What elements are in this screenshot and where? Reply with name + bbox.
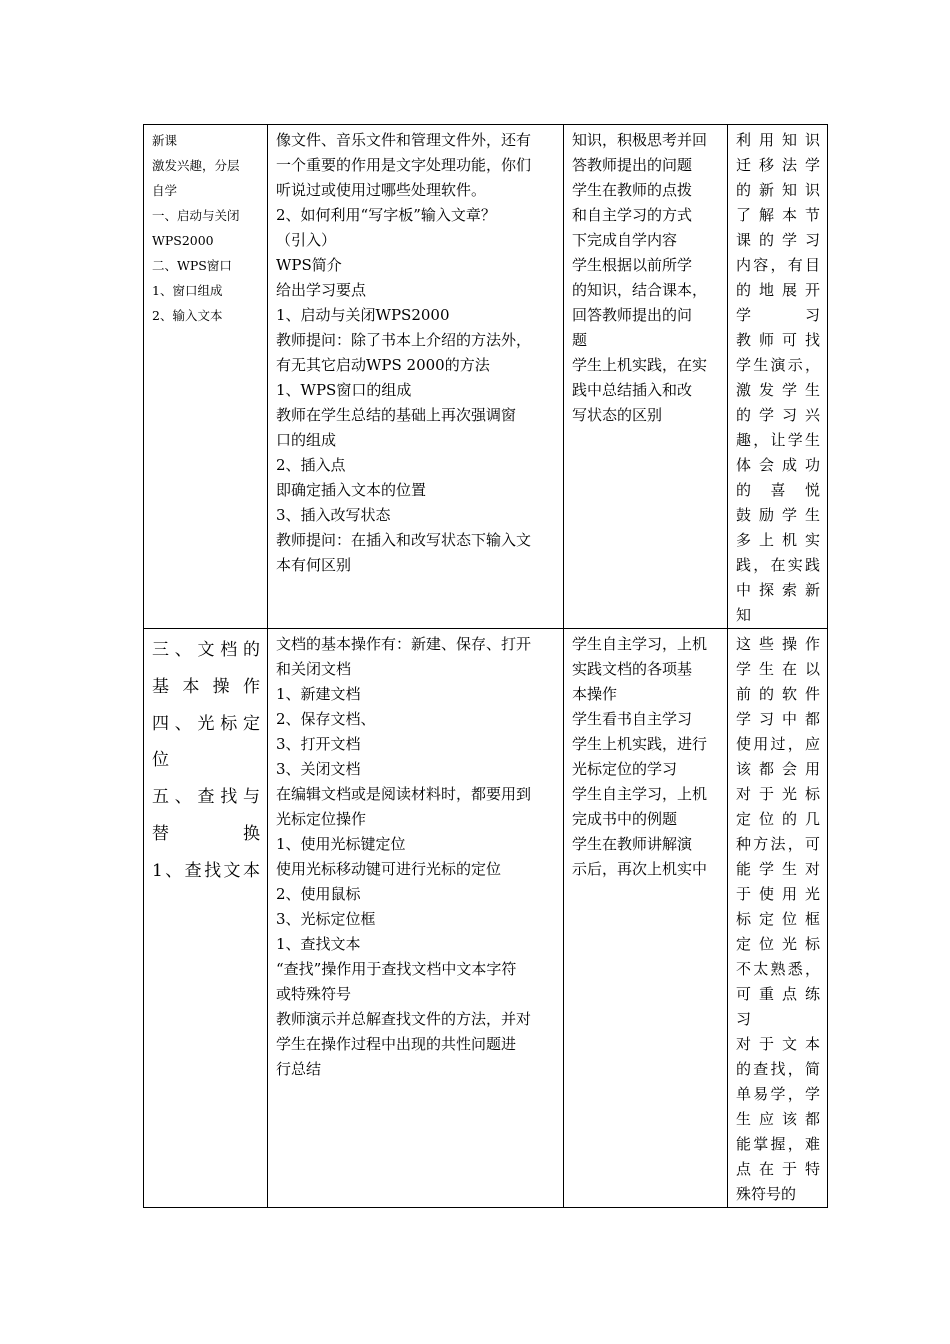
cell-line: 课的学习 [736, 231, 820, 249]
cell-line: 的学习兴 [736, 406, 820, 424]
cell-line: 体会成功 [736, 456, 820, 474]
cell-line: 2、如何利用“写字板”输入文章？ [276, 206, 496, 224]
cell-line: 利用知识 [736, 131, 820, 149]
cell-line: 该都会用 [736, 760, 820, 778]
cell-line: 单易学，学 [736, 1085, 820, 1103]
cell-line: 鼓励学生 [736, 506, 820, 524]
cell-line: 下完成自学内容 [572, 231, 678, 249]
cell-line: 二、WPS窗口 [152, 258, 232, 273]
cell-line: 定位的几 [736, 810, 820, 828]
cell-line: 教师提问：除了书本上介绍的方法外， [276, 331, 532, 349]
cell-line: 听说过或使用过哪些处理软件。 [276, 181, 487, 199]
cell-line: 生应该都 [736, 1110, 820, 1128]
cell-line: 学生演示， [736, 356, 820, 374]
cell-line: 光标定位的学习 [572, 760, 678, 778]
cell-line: 有无其它启动WPS 2000的方法 [276, 356, 490, 374]
cell-line: 学生上机实践，进行 [572, 735, 708, 753]
cell-line: 践中总结插入和改 [572, 381, 693, 399]
design-intent-cell [728, 629, 828, 1208]
cell-line: 中探索新 [736, 581, 820, 599]
cell-line: 学生在教师的点拨 [572, 181, 693, 199]
design-intent-cell [728, 125, 828, 629]
cell-line: 1、新建文档 [276, 685, 361, 703]
student-activity-cell [564, 125, 728, 629]
cell-line: 即确定插入文本的位置 [276, 481, 427, 499]
cell-line: 或特殊符号 [276, 985, 352, 1003]
cell-line: 本操作 [572, 685, 618, 703]
cell-line: 学生在以 [736, 660, 820, 678]
cell-line: 教师可找 [736, 331, 820, 349]
cell-line: 在编辑文档或是阅读材料时，都要用到 [276, 785, 532, 803]
cell-line: 使用光标移动键可进行光标的定位 [276, 860, 502, 878]
cell-line: 3、打开文档 [276, 735, 361, 753]
cell-line: 答教师提出的问题 [572, 156, 693, 174]
cell-line: 迁移法学 [736, 156, 820, 174]
cell-line: 趣，让学生 [736, 431, 820, 449]
cell-line: 的喜悦 [736, 481, 820, 499]
cell-line: 学习中都 [736, 710, 820, 728]
cell-line: 行总结 [276, 1060, 322, 1078]
cell-line: 学习 [736, 306, 820, 324]
cell-line: 完成书中的例题 [572, 810, 678, 828]
cell-line: 学生上机实践，在实 [572, 356, 708, 374]
cell-line: 能掌握，难 [736, 1135, 820, 1153]
cell-line: 知 [736, 606, 752, 624]
cell-line: 回答教师提出的问 [572, 306, 693, 324]
cell-line: “查找”操作用于查找文档中文本字符 [276, 960, 517, 978]
cell-line: 对于文本 [736, 1035, 820, 1053]
cell-line: 3、插入改写状态 [276, 506, 391, 524]
cell-line: 使用过，应 [736, 735, 820, 753]
student-activity-cell [564, 629, 728, 1208]
cell-line: WPS简介 [276, 256, 342, 274]
cell-line: 激发兴趣，分层 [152, 158, 240, 173]
cell-line: 前的软件 [736, 685, 820, 703]
cell-line: 1、使用光标键定位 [276, 835, 406, 853]
cell-line: 教师在学生总结的基础上再次强调窗 [276, 406, 517, 424]
cell-line: 学生自主学习，上机 [572, 635, 708, 653]
cell-line: 的地展开 [736, 281, 820, 299]
cell-line: 示后，再次上机实中 [572, 860, 708, 878]
cell-line: 基本操作 [152, 676, 260, 697]
cell-line: WPS2000 [152, 233, 214, 248]
cell-line: 光标定位操作 [276, 810, 367, 828]
cell-line: 一个重要的作用是文字处理功能，你们 [276, 156, 532, 174]
cell-line: 不太熟悉， [736, 960, 820, 978]
cell-line: 3、关闭文档 [276, 760, 361, 778]
cell-line: 文档的基本操作有：新建、保存、打开 [276, 635, 532, 653]
cell-line: 践，在实践 [736, 556, 820, 574]
cell-line: 像文件、音乐文件和管理文件外，还有 [276, 131, 532, 149]
cell-line: 和关闭文档 [276, 660, 352, 678]
cell-line: 口的组成 [276, 431, 337, 449]
cell-line: 对于光标 [736, 785, 820, 803]
cell-line: 2、输入文本 [152, 308, 223, 323]
cell-line: 学生在教师讲解演 [572, 835, 693, 853]
cell-line: 定位光标 [736, 935, 820, 953]
cell-line: 和自主学习的方式 [572, 206, 693, 224]
cell-line: 1、启动与关闭WPS2000 [276, 306, 450, 324]
cell-line: 教师演示并总解查找文件的方法，并对 [276, 1010, 532, 1028]
cell-line: 1、查找文本 [152, 860, 260, 881]
cell-line: 1、查找文本 [276, 935, 361, 953]
cell-line: 新课 [152, 133, 178, 148]
cell-line: 三、文档的 [152, 640, 260, 660]
cell-line: 本有何区别 [276, 556, 352, 574]
section-cell [144, 629, 268, 1208]
table-row [144, 125, 828, 629]
cell-line: 学生看书自主学习 [572, 710, 693, 728]
cell-line: 写状态的区别 [572, 406, 663, 424]
cell-line: 殊符号的 [736, 1185, 797, 1203]
cell-line: 种方法，可 [736, 835, 820, 853]
cell-line: 能学生对 [736, 860, 820, 878]
cell-line: 替换 [152, 823, 260, 844]
cell-line: 2、使用鼠标 [276, 885, 361, 903]
cell-line: 标定位框 [736, 910, 820, 928]
cell-line: 知识，积极思考并回 [572, 131, 708, 149]
cell-line: 的新知识 [736, 181, 820, 199]
table-row [144, 629, 828, 1208]
cell-line: 五、查找与 [152, 787, 260, 808]
cell-line: 给出学习要点 [276, 281, 367, 299]
cell-line: 2、插入点 [276, 456, 346, 474]
cell-line: 的知识，结合课本， [572, 281, 708, 299]
cell-line: 一、启动与关闭 [152, 208, 240, 223]
teaching-content-cell [268, 629, 564, 1208]
cell-line: 习 [736, 1010, 752, 1028]
cell-line: 点在于特 [736, 1160, 820, 1178]
cell-line: 四、光标定 [152, 713, 260, 734]
cell-line: 1、WPS窗口的组成 [276, 381, 412, 399]
cell-line: 学生自主学习，上机 [572, 785, 708, 803]
cell-line: 教师提问：在插入和改写状态下输入文 [276, 531, 532, 549]
cell-line: 2、保存文档、 [276, 710, 376, 728]
cell-line: 了解本节 [736, 206, 820, 224]
cell-line: 内容，有目 [736, 256, 820, 274]
cell-line: 题 [572, 331, 588, 349]
cell-line: 实践文档的各项基 [572, 660, 693, 678]
lesson-plan-table [143, 124, 828, 1208]
cell-line: 的查找，简 [736, 1060, 820, 1078]
cell-line: 1、窗口组成 [152, 283, 223, 298]
cell-line: 自学 [152, 183, 178, 198]
teaching-content-cell [268, 125, 564, 629]
cell-line: 可重点练 [736, 985, 820, 1003]
cell-line: （引入） [276, 231, 337, 249]
cell-line: 学生在操作过程中出现的共性问题进 [276, 1035, 517, 1053]
cell-line: 位 [152, 750, 169, 771]
cell-line: 学生根据以前所学 [572, 256, 693, 274]
cell-line: 3、光标定位框 [276, 910, 376, 928]
cell-line: 于使用光 [736, 885, 820, 903]
cell-line: 这些操作 [736, 635, 820, 653]
cell-line: 激发学生 [736, 381, 820, 399]
section-cell [144, 125, 268, 629]
cell-line: 多上机实 [736, 531, 820, 549]
